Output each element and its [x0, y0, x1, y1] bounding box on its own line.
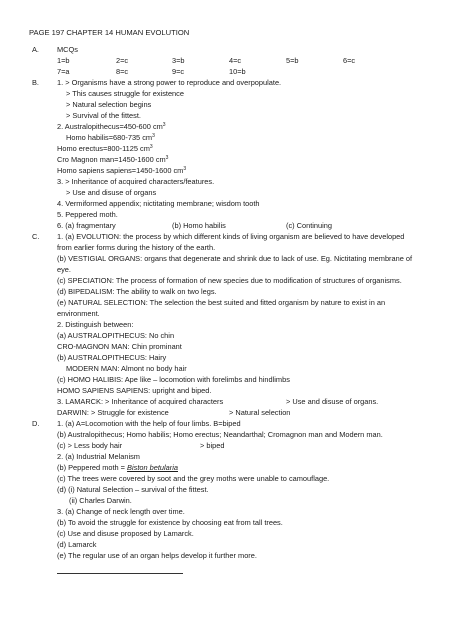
answer-line: 2. Australopithecus=450-600 $cm^3$ [57, 122, 166, 131]
mcq-answer: 4=c [229, 56, 242, 65]
answer-line: 5. Peppered moth. [57, 210, 118, 219]
answer-line: 1. (a) EVOLUTION: the process by which different kinds of living organism are believed to have developed [57, 232, 405, 241]
answer-line: (a) AUSTRALOPITHECUS: No chin [57, 331, 175, 340]
mcq-answer: 1=b [57, 56, 70, 65]
answer-line: eye. [57, 265, 71, 274]
answer-line: (b) To avoid the struggle for existence by choosing eat from tall trees. [57, 518, 283, 527]
answer-line: from earlier forms during the history of the earth. [57, 243, 216, 252]
answer-line: (d) (i) Natural Selection – survival of the fittest. [57, 485, 209, 494]
answer-line: (c) SPECIATION: The process of formation of new species due to modification of structures of organisms. [57, 276, 402, 285]
answer-line: Homo sapiens sapiens=1450-1600 $cm^3$ [57, 166, 187, 175]
answer-line: 2. (a) Industrial Melanism [57, 452, 140, 461]
mcq-answer: 2=c [116, 56, 129, 65]
answer-line: (c) > Less body hair [57, 441, 123, 450]
answer-line: (c) HOMO HALIBIS: Ape like – locomotion with forelimbs and hindlimbs [57, 375, 290, 384]
answer-line: Cro Magnon man=1450-1600 $cm^3$ [57, 155, 169, 164]
section-d-label: D. [32, 419, 40, 428]
answer-line: Homo erectus=800-1125 $cm^3$ [57, 144, 153, 153]
answer-line: CRO-MAGNON MAN: Chin prominant [57, 342, 182, 351]
answer-line: > Use and disuse of organs. [286, 397, 379, 406]
answer-line: (c) The trees were covered by soot and the grey moths were unable to camouflage. [57, 474, 330, 483]
answer-line: (b) Homo habilis [172, 221, 226, 230]
mcq-heading: MCQs [57, 45, 78, 54]
mcq-answer: 3=b [172, 56, 185, 65]
section-c-label: C. [32, 232, 40, 241]
answer-line: (b) AUSTRALOPITHECUS: Hairy [57, 353, 167, 362]
answer-line: 3. > Inheritance of acquired characters/features. [57, 177, 215, 186]
mcq-answer: 9=c [172, 67, 185, 76]
answer-line: (b) Australopithecus; Homo habilis; Homo erectus; Neandarthal; Cromagnon man and Modern man. [57, 430, 383, 439]
species-name: Biston betularia [127, 463, 178, 472]
answer-line: (b) Peppered moth = Biston betularia [57, 463, 178, 472]
section-b-label: B. [32, 78, 39, 87]
answer-line: > biped [200, 441, 225, 450]
answer-line: 2. Distinguish between: [57, 320, 134, 329]
answer-line: HOMO SAPIENS SAPIENS: upright and biped. [57, 386, 212, 395]
answer-line: (d) BIPEDALISM: The ability to walk on two legs. [57, 287, 217, 296]
answer-line: (c) Continuing [286, 221, 333, 230]
answer-line: 6. (a) fragmentary [57, 221, 116, 230]
answer-line: environment. [57, 309, 100, 318]
answer-line: Homo habilis=680-735 $cm^3$ [66, 133, 155, 142]
answer-line: (e) The regular use of an organ helps develop it further more. [57, 551, 257, 560]
mcq-answer: 7=a [57, 67, 70, 76]
answer-line: DARWIN: > Struggle for existence [57, 408, 169, 417]
page-title: PAGE 197 CHAPTER 14 HUMAN EVOLUTION [29, 28, 190, 37]
answer-line: 3. (a) Change of neck length over time. [57, 507, 185, 516]
answer-line: (ii) Charles Darwin. [69, 496, 132, 505]
section-a-label: A. [32, 45, 39, 54]
answer-line: (d) Lamarck [57, 540, 97, 549]
answer-line: MODERN MAN: Almont no body hair [66, 364, 187, 373]
answer-line: (b) VESTIGIAL ORGANS: organs that degenerate and shrink due to lack of use. Eg. Nictitating membrane of [57, 254, 413, 263]
answer-line: 1. > Organisms have a strong power to reproduce and overpopulate. [57, 78, 282, 87]
answer-line: (c) Use and disuse proposed by Lamarck. [57, 529, 194, 538]
mcq-answer: 10=b [229, 67, 246, 76]
answer-line: > Survival of the fittest. [66, 111, 141, 120]
answer-line: 4. Vermiformed appendix; nictitating membrane; wisdom tooth [57, 199, 260, 208]
answer-line: > This causes struggle for existence [66, 89, 184, 98]
answer-line: > Use and disuse of organs [66, 188, 157, 197]
mcq-answer: 6=c [343, 56, 356, 65]
mcq-answer: 8=c [116, 67, 129, 76]
answer-line: > Natural selection [229, 408, 291, 417]
footer-divider [57, 573, 183, 574]
answer-line: > Natural selection begins [66, 100, 152, 109]
answer-line: 3. LAMARCK: > Inheritance of acquired characters [57, 397, 224, 406]
answer-line: 1. (a) A=Locomotion with the help of four limbs. B=biped [57, 419, 241, 428]
answer-line: (e) NATURAL SELECTION: The selection the best suited and fitted organism by nature to exist in an [57, 298, 386, 307]
mcq-answer: 5=b [286, 56, 299, 65]
